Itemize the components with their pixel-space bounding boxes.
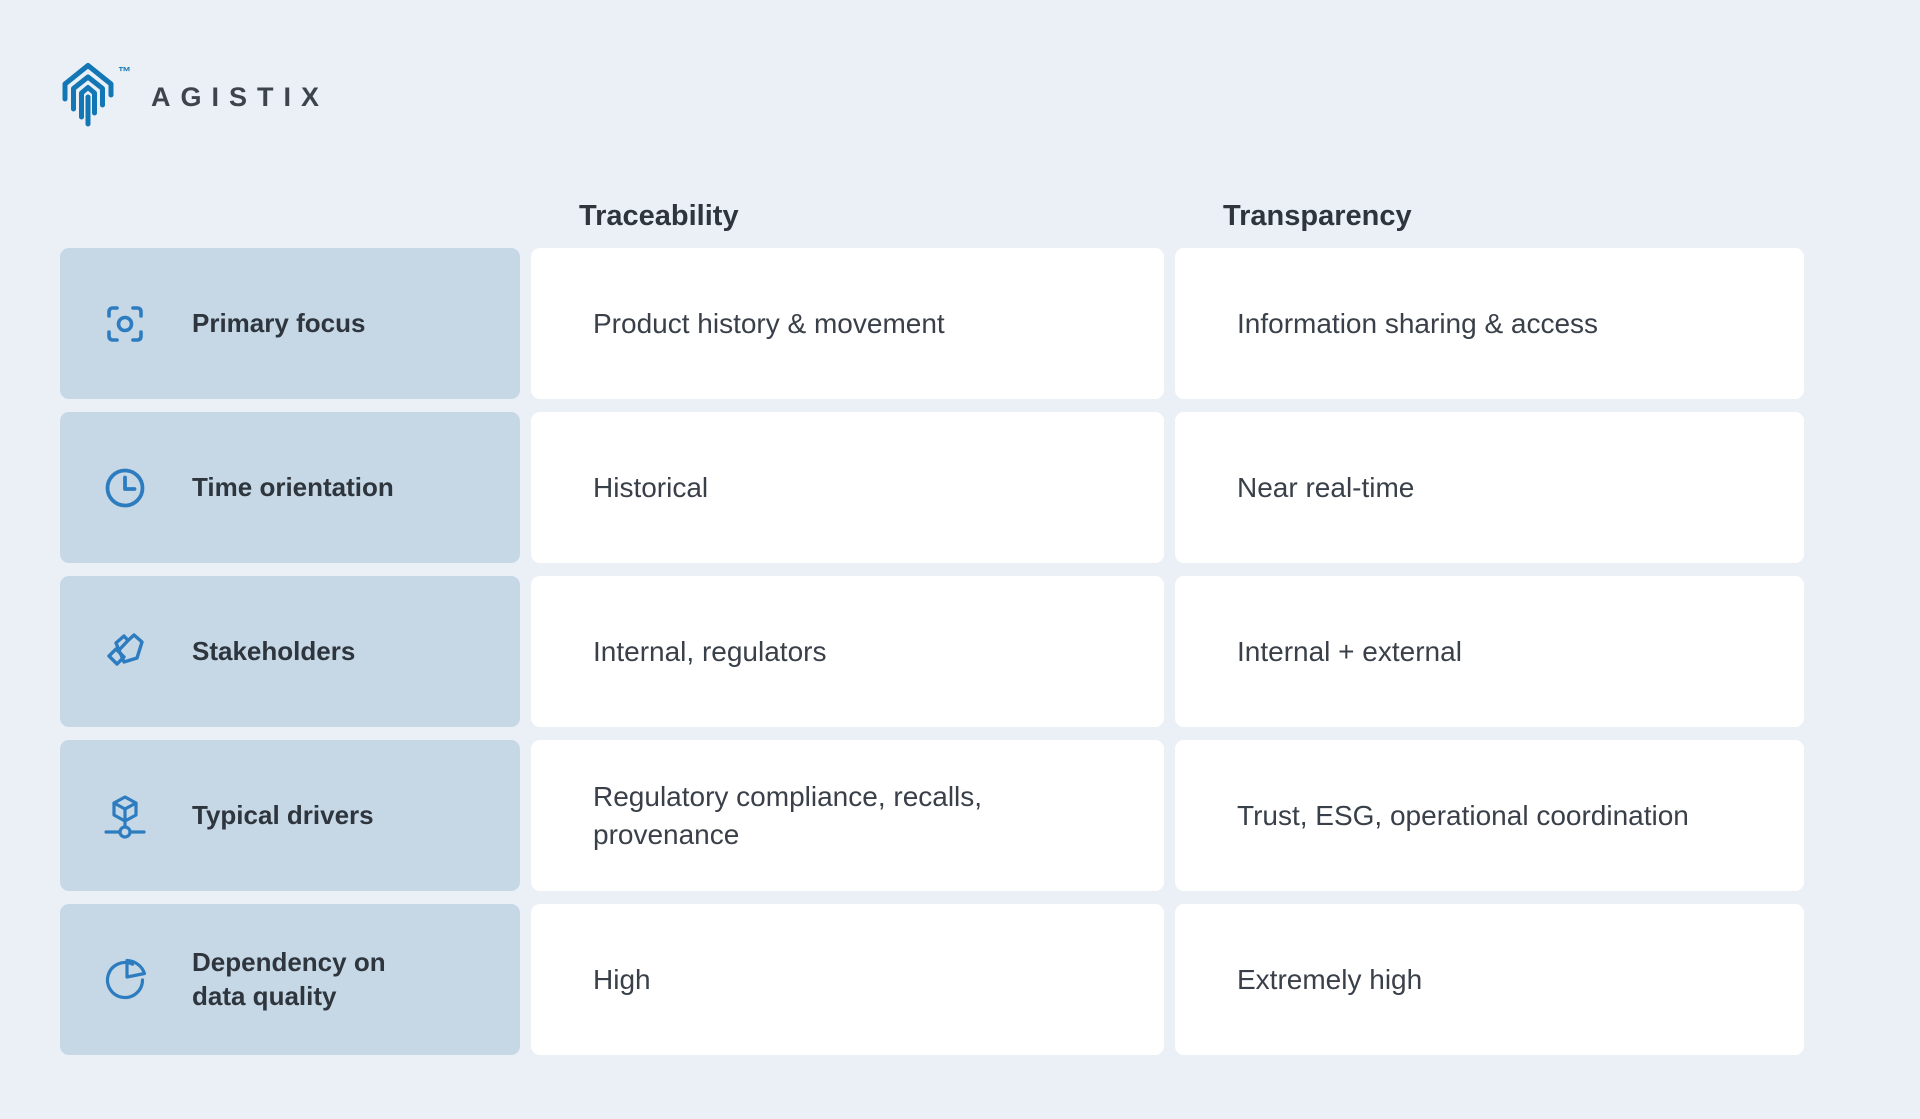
cell-typical-drivers-transparency: Trust, ESG, operational coordination xyxy=(1175,740,1804,891)
brand-logo-icon xyxy=(60,60,116,128)
row-label-time-orientation xyxy=(60,412,520,563)
cell-primary-focus-transparency: Information sharing & access xyxy=(1175,248,1804,399)
cell-typical-drivers-traceability: Regulatory compliance, recalls, provenance xyxy=(531,740,1164,891)
row-label-dependency-data-quality xyxy=(60,904,520,1055)
cell-stakeholders-traceability: Internal, regulators xyxy=(531,576,1164,727)
handshake-icon xyxy=(100,627,150,677)
row-label-primary-focus xyxy=(60,248,520,399)
focus-frame-icon xyxy=(100,299,150,349)
row-label-typical-drivers xyxy=(60,740,520,891)
clock-icon xyxy=(100,463,150,513)
package-network-icon xyxy=(100,791,150,841)
row-label-text: Stakeholders xyxy=(192,635,356,666)
brand-name: AGISTIX xyxy=(151,81,330,112)
row-label-stakeholders xyxy=(60,576,520,727)
comparison-grid xyxy=(60,180,1804,1055)
row-label-text: Primary focus xyxy=(192,307,366,338)
pie-chart-icon xyxy=(100,955,150,1005)
cell-dependency-traceability: High xyxy=(531,904,1164,1055)
corner-spacer xyxy=(60,180,520,235)
row-label-text: Dependency on data quality xyxy=(192,947,386,1011)
comparison-table xyxy=(60,180,1804,1055)
column-header-transparency: Transparency xyxy=(1223,200,1412,232)
row-label-text: Typical drivers xyxy=(192,799,374,830)
cell-time-orientation-transparency: Near real-time xyxy=(1175,412,1804,563)
trademark-symbol: ™ xyxy=(118,64,131,79)
cell-primary-focus-traceability: Product history & movement xyxy=(531,248,1164,399)
column-header-traceability: Traceability xyxy=(579,200,739,232)
row-label-text: Time orientation xyxy=(192,471,394,502)
brand-logo xyxy=(60,60,329,128)
cell-dependency-transparency: Extremely high xyxy=(1175,904,1804,1055)
cell-time-orientation-traceability: Historical xyxy=(531,412,1164,563)
cell-stakeholders-transparency: Internal + external xyxy=(1175,576,1804,727)
